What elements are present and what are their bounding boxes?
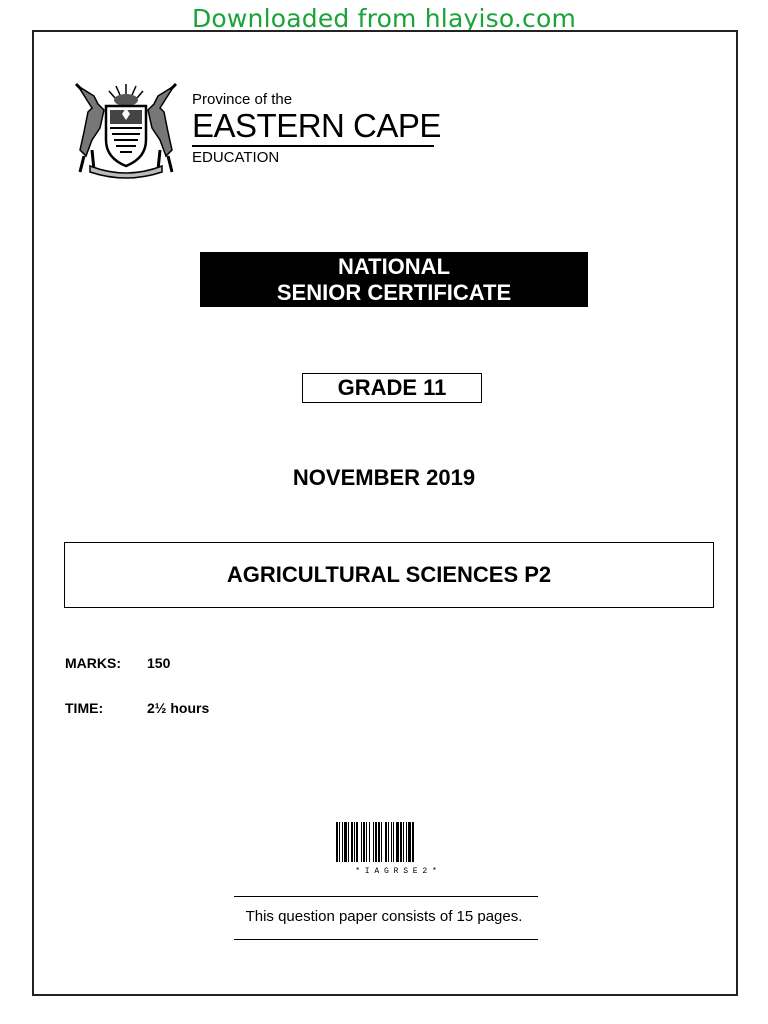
logo-department: EDUCATION [192, 149, 280, 166]
divider-top [234, 896, 538, 897]
barcode-icon [334, 822, 458, 876]
certificate-line-1: NATIONAL [337, 254, 451, 279]
coat-of-arms-icon [70, 80, 196, 180]
exam-date: NOVEMBER 2019 [292, 465, 476, 490]
time-label: TIME: [65, 700, 104, 716]
grade-label: GRADE 11 [302, 373, 482, 403]
marks-label: MARKS: [65, 655, 121, 671]
eastern-cape-logo [70, 80, 450, 180]
divider-bottom [234, 939, 538, 940]
certificate-line-2: SENIOR CERTIFICATE [276, 280, 512, 305]
logo-province: Province of the [192, 91, 293, 108]
barcode-text: * I A G R S E 2 * [355, 867, 437, 876]
logo-wordmark [192, 92, 441, 166]
marks-value: 150 [147, 655, 171, 671]
logo-province-name: EASTERN CAPE [192, 107, 441, 144]
watermark-text: Downloaded from hlayiso.com [191, 4, 577, 33]
pages-note: This question paper consists of 15 pages. [245, 908, 523, 925]
time-value: 2½ hours [147, 700, 210, 716]
logo-divider [192, 145, 434, 147]
subject-title: AGRICULTURAL SCIENCES P2 [64, 542, 714, 608]
certificate-banner [200, 252, 588, 307]
